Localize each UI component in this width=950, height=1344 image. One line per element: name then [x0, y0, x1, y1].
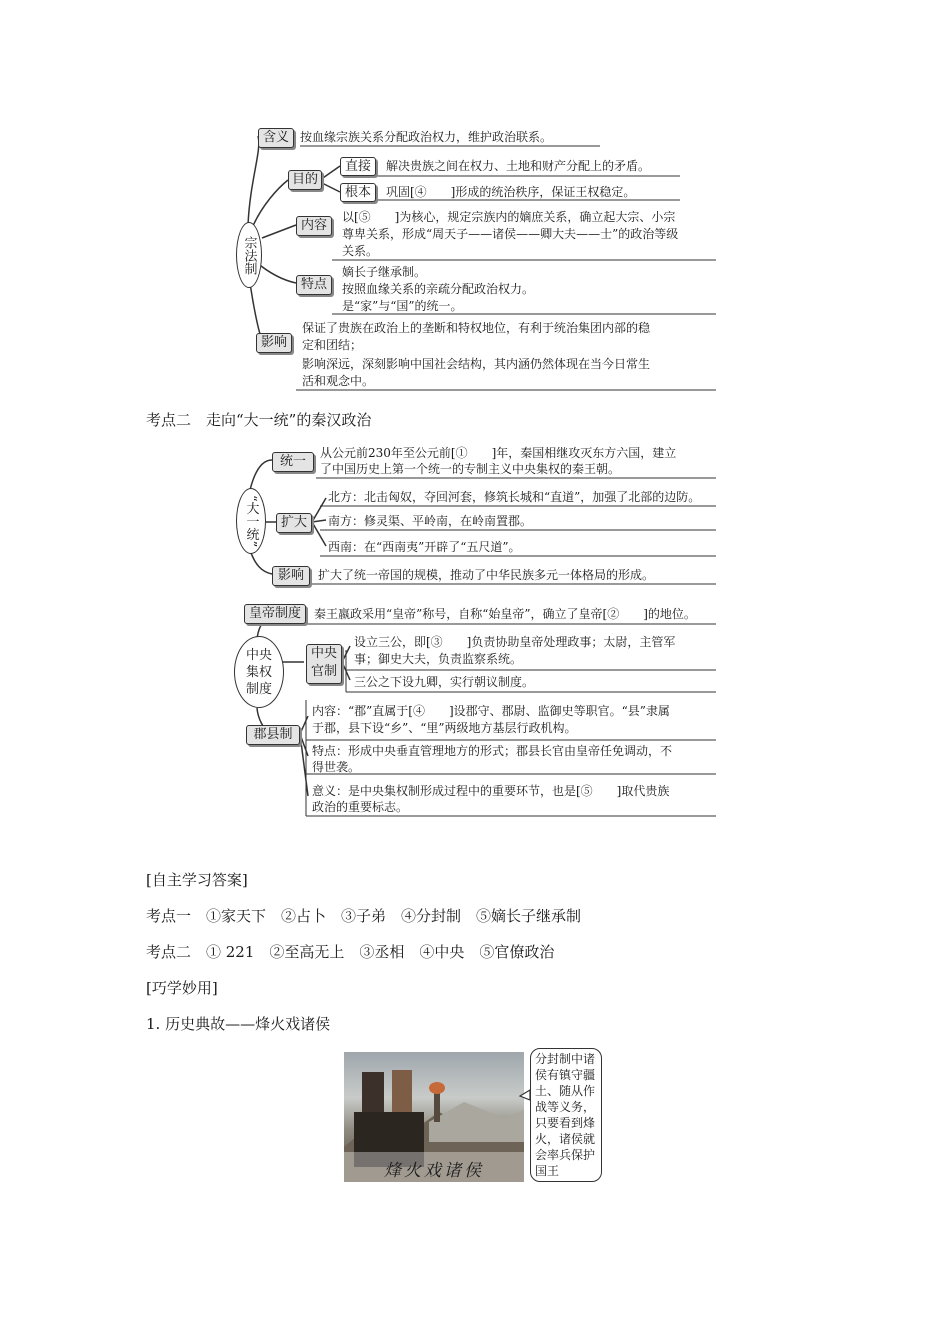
kuoda-west: 西南：在“西南夷”开辟了“五尺道”。 — [328, 540, 521, 554]
neirong-line-1: 以[⑤ ]为核心，规定宗族内的嫡庶关系，确立起大宗、小宗 — [342, 210, 676, 224]
junxian-label: 郡县制 — [253, 727, 293, 742]
junxian-neirong-1: 内容：“郡”直属于[④ ]设郡守、郡尉、监御史等职官。“县”隶属 — [312, 704, 670, 718]
dayitong-center-node — [236, 488, 266, 554]
guanzhi-line-2: 事；御史大夫，负责监察系统。 — [354, 652, 523, 666]
huangdi-label: 皇帝制度 — [248, 606, 301, 621]
guanzhi-line-1: 设立三公，即[③ ]负责协助皇帝处理政事；太尉，主管军 — [354, 635, 676, 649]
tedian-line-1: 嫡长子继承制。 — [342, 265, 427, 279]
junxian-tedian-2: 得世袭。 — [312, 760, 361, 774]
hanyi-text: 按血缘宗族关系分配政治权力，维护政治联系。 — [300, 130, 553, 144]
tongyi-line-2: 了中国历史上第一个统一的专制主义中央集权的秦王朝。 — [320, 462, 621, 476]
illustration-caption: 烽火戏诸侯 — [384, 1161, 484, 1181]
tongyi-label: 统一 — [279, 454, 306, 469]
genben-label-box — [340, 183, 376, 202]
tongyi-line-1: 从公元前230年至公元前[① ]年，秦国相继攻灭东方六国，建立 — [320, 446, 677, 460]
zhijie-text: 解决贵族之间在权力、土地和财产分配上的矛盾。 — [386, 159, 651, 173]
zhongyang-center-node — [234, 636, 284, 708]
callout-text: 分封制中诸侯有镇守疆土、随从作战等义务，只要看到烽火，诸侯就会率兵保护国王 — [535, 1052, 596, 1178]
kuoda-label: 扩大 — [280, 515, 307, 530]
fenghuo-illustration — [344, 1052, 524, 1182]
answers-line-2: 考点二 ① 221 ②至高无上 ③丞相 ④中央 ⑤官僚政治 — [146, 943, 555, 961]
dayitong-center-label: “大一统” — [243, 494, 259, 548]
tips-item-1: 1. 历史典故——烽火戏诸侯 — [146, 1015, 331, 1033]
yingxiang1-label: 影响 — [260, 335, 287, 350]
yingxiang2-text: 扩大了统一帝国的规模，推动了中华民族多元一体格局的形成。 — [318, 568, 655, 582]
section2-title: 考点二 走向“大一统”的秦汉政治 — [146, 411, 372, 429]
yingxiang1-line-4: 活和观念中。 — [302, 374, 375, 388]
guanzhi-label: 中央官制 — [310, 646, 337, 679]
junxian-yiyi-2: 政治的重要标志。 — [312, 800, 409, 814]
yingxiang1-line-1: 保证了贵族在政治上的垄断和特权地位，有利于统治集团内部的稳 — [302, 321, 651, 335]
guanzhi-label-box — [306, 644, 342, 684]
tedian-line-3: 是“家”与“国”的统一。 — [342, 299, 463, 313]
zongfa-center-node — [236, 222, 262, 288]
huangdi-label-box — [244, 604, 306, 624]
zhijie-label-box — [340, 157, 376, 176]
kuoda-label-box — [276, 513, 312, 533]
junxian-label-box — [246, 725, 300, 745]
hanyi-label: 含义 — [262, 130, 289, 145]
genben-label: 根本 — [344, 185, 371, 200]
tips-heading: [巧学妙用] — [146, 979, 218, 997]
tedian-label-box — [296, 275, 332, 295]
neirong-label-box — [296, 216, 332, 236]
tedian-line-2: 按照血缘关系的亲疏分配政治权力。 — [342, 282, 535, 296]
junxian-tedian-1: 特点：形成中央垂直管理地方的形式；郡县长官由皇帝任免调动，不 — [312, 744, 673, 758]
hanyi-label-box — [258, 128, 294, 148]
mudi-label-box — [288, 170, 322, 190]
yingxiang1-line-3: 影响深远，深刻影响中国社会结构，其内涵仍然体现在当今日常生 — [302, 357, 651, 371]
junxian-neirong-2: 于郡，县下设“乡”、“里”两级地方基层行政机构。 — [312, 721, 577, 735]
genben-text: 巩固[④ ]形成的统治秩序，保证王权稳定。 — [386, 185, 636, 199]
kuoda-north: 北方：北击匈奴，夺回河套，修筑长城和“直道”，加强了北部的边防。 — [328, 490, 701, 504]
guanzhi-line-3: 三公之下设九卿，实行朝议制度。 — [354, 675, 535, 689]
yingxiang2-label-box — [272, 566, 310, 586]
zhongyang-center-label: 中央集权制度 — [245, 647, 272, 697]
neirong-line-3: 关系。 — [342, 244, 379, 258]
junxian-yiyi-1: 意义：是中央集权制形成过程中的重要环节，也是[⑤ ]取代贵族 — [312, 784, 670, 798]
tedian-label: 特点 — [300, 277, 327, 292]
tongyi-label-box — [272, 452, 314, 472]
kuoda-south: 南方：修灵渠、平岭南，在岭南置郡。 — [328, 514, 533, 528]
mudi-label: 目的 — [291, 172, 318, 187]
huangdi-text: 秦王嬴政采用“皇帝”称号，自称“始皇帝”，确立了皇帝[② ]的地位。 — [314, 607, 696, 621]
neirong-line-2: 尊卑关系，形成“周天子——诸侯——卿大夫——士”的政治等级 — [342, 227, 679, 241]
answers-line-1: 考点一 ①家天下 ②占卜 ③子弟 ④分封制 ⑤嫡长子继承制 — [146, 907, 582, 925]
answers-heading: [自主学习答案] — [146, 871, 248, 889]
callout-bubble — [530, 1048, 602, 1182]
yingxiang1-line-2: 定和团结； — [302, 338, 363, 352]
yingxiang2-label: 影响 — [277, 568, 304, 583]
neirong-label: 内容 — [300, 218, 327, 233]
zhijie-label: 直接 — [344, 159, 371, 174]
yingxiang1-label-box — [256, 333, 292, 353]
zongfa-center-label: 宗法制 — [241, 235, 257, 275]
